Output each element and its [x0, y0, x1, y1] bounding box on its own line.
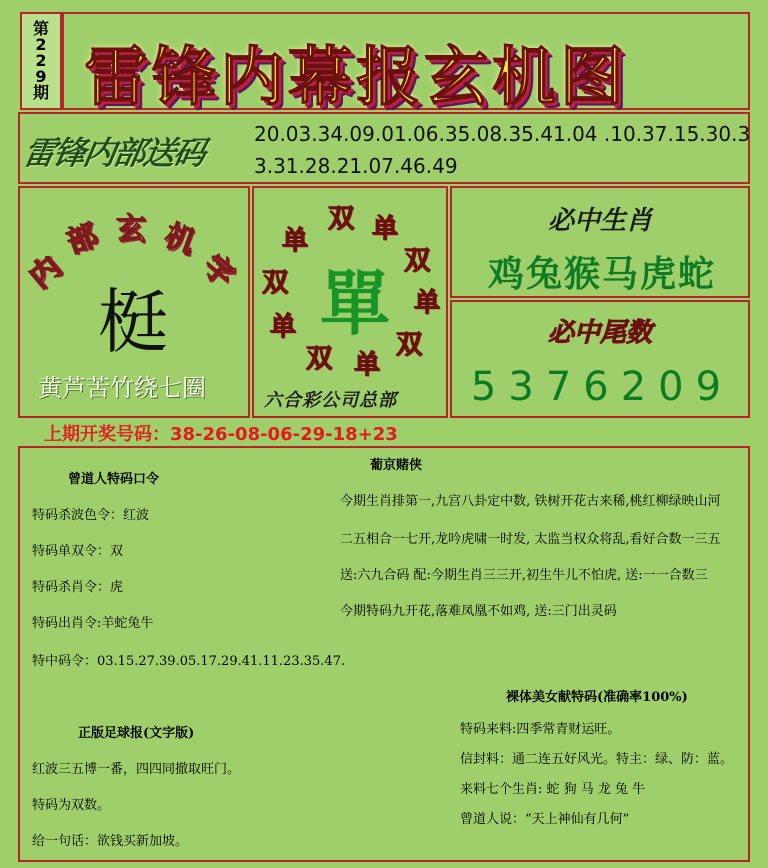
ring-char: 双: [306, 344, 333, 374]
mystery-arc-char: 字: [196, 247, 242, 294]
ring-char: 双: [396, 330, 423, 360]
left-section2-title: 正版足球报(文字版): [78, 726, 195, 741]
zodiac-panel: [450, 186, 750, 298]
mystery-panel: [18, 186, 250, 418]
mystery-arc-char: 部: [62, 217, 103, 261]
left-line2: 红波三五博一番，四四同撤取旺门。: [32, 762, 241, 777]
right-line: 二五相合一七开,龙吟虎啸一时发, 太监当权众将乱,看好合数一三五: [340, 532, 721, 547]
left-line: 特码杀波色令：红波: [32, 508, 150, 523]
zodiac-label: 必中生肖: [547, 206, 652, 236]
ring-char: 单: [414, 288, 441, 318]
ring-char: 单: [282, 226, 309, 256]
mystery-hint: 黄芦苦竹绕七圈: [38, 374, 206, 402]
left-line: 特码单双令：双: [32, 544, 124, 559]
ring-char: 单: [354, 350, 381, 380]
codes-panel: [18, 112, 750, 184]
right-line: 今期特码九开花,落难凤凰不如鸡, 送:三门出灵码: [340, 604, 617, 619]
mystery-arc-char: 内: [22, 249, 68, 296]
center-panel: [252, 186, 448, 418]
mystery-character: 梃: [98, 281, 168, 363]
right-section2-title: 裸体美女献特码(准确率100%): [506, 690, 688, 705]
ring-char: 双: [404, 246, 431, 276]
right-section-title: 葡京赌侠: [370, 458, 423, 473]
tails-panel: [450, 300, 750, 418]
codes-label: 雷锋内部送码: [20, 134, 208, 172]
ring-char: 双: [328, 204, 355, 234]
mystery-arc-char: 玄: [116, 212, 146, 247]
center-main-char: 單: [320, 262, 390, 345]
text-panel: [18, 446, 750, 862]
left-line: 特码杀肖令：虎: [32, 580, 124, 595]
ring-char: 双: [262, 268, 289, 298]
left-line2: 特码为双数。: [32, 798, 111, 813]
left-line2: 给一句话：欲钱买新加坡。: [32, 834, 189, 849]
zodiac-value: 鸡兔猴马虎蛇: [487, 253, 716, 295]
ring-char: 单: [270, 312, 297, 342]
tails-value: 5376209: [470, 364, 734, 410]
ring-char: 单: [372, 214, 399, 244]
left-section-title: 曾道人特码口令: [68, 472, 160, 487]
last-draw-numbers: 上期开奖号码：38-26-08-06-29-18+23: [44, 424, 398, 445]
right-line: 送:六九合码 配:今期生肖三三开,初生牛儿不怕虎, 送:一一合数三: [340, 568, 708, 583]
issue-number: 第229期: [20, 12, 62, 110]
page-title: 雷锋内幕报玄机图: [84, 40, 628, 115]
center-footer: 六合彩公司总部: [264, 390, 397, 411]
right-line: 今期生肖排第一,九宫八卦定中数, 铁树开花古来稀,桃红柳绿映山河: [340, 494, 721, 509]
right-line2: 来料七个生肖: 蛇 狗 马 龙 兔 牛: [460, 782, 646, 797]
codes-numbers: 20.03.34.09.01.06.35.08.35.41.04 .10.37.15.30.33.31.28.21.07.46.49: [254, 122, 751, 178]
title-panel: [62, 12, 750, 115]
left-line: 特中码令：03.15.27.39.05.17.29.41.11.23.35.47.: [32, 654, 346, 669]
right-line2: 信封料：通二连五好风光。特主：绿、防：蓝。: [460, 752, 734, 767]
right-line2: 曾道人说：“天上神仙有几何”: [460, 812, 630, 827]
right-line2: 特码来料:四季常青财运旺。: [460, 722, 621, 737]
left-line: 特码出肖令:羊蛇兔牛: [32, 616, 154, 631]
mystery-arc-char: 机: [159, 217, 200, 261]
tails-label: 必中尾数: [547, 318, 652, 348]
